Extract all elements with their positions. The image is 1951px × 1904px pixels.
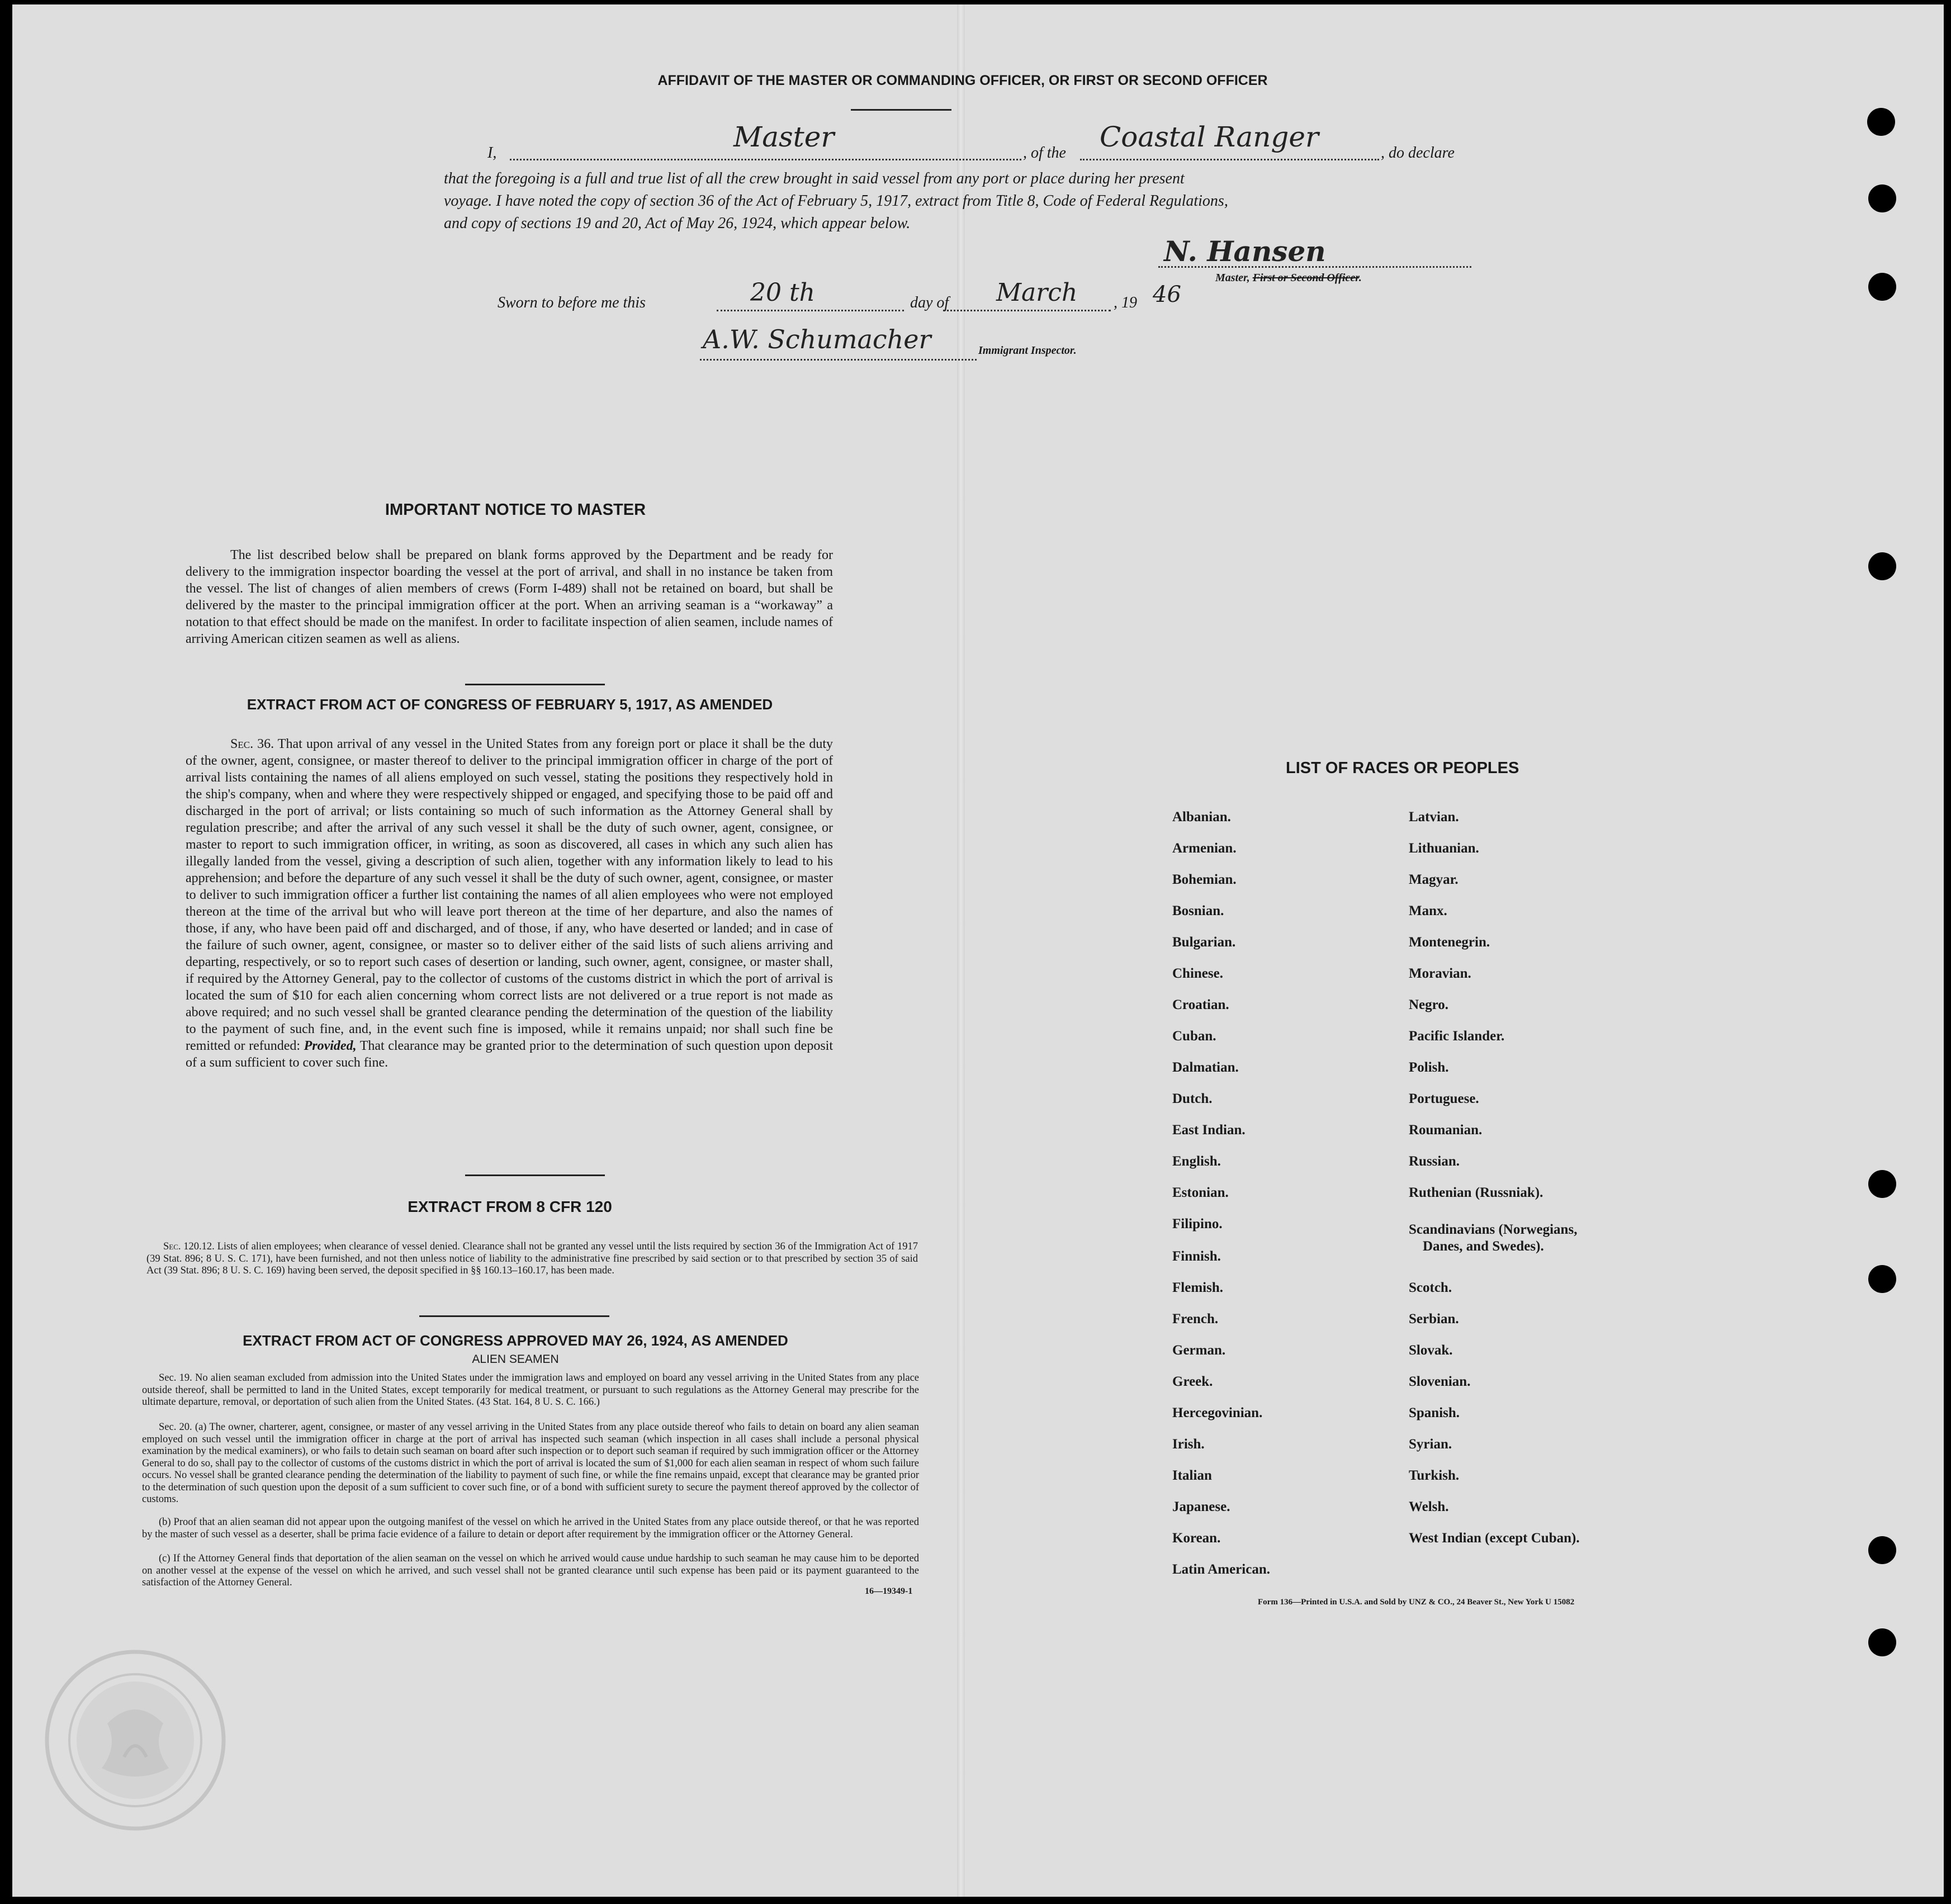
sec-20b-text: (b) Proof that an alien seaman did not appear upon the outgoing manifest of the vessel on which he arrived in the United States from any place outside thereof, or that he was reported by the master of such vessel as a deserter, shall be prima facie evidence of a failure to detain or deport after requirement by the immigration officer or the Attorney General.: [142, 1517, 919, 1540]
race-item: Manx.: [1409, 903, 1447, 918]
race-item: Russian.: [1409, 1154, 1460, 1169]
binder-hole: [1868, 1628, 1896, 1656]
race-item: Flemish.: [1172, 1280, 1223, 1295]
race-item: Korean.: [1172, 1531, 1221, 1546]
cfr-heading: EXTRACT FROM 8 CFR 120: [408, 1198, 612, 1215]
race-item: Polish.: [1409, 1060, 1449, 1075]
race-item: Portuguese.: [1409, 1091, 1479, 1106]
extract-1917-text: [186, 736, 833, 1071]
race-item: Italian: [1172, 1468, 1212, 1483]
race-item: Bosnian.: [1172, 903, 1224, 918]
day-of-label: day of: [910, 294, 949, 311]
sec-20a-text: Sec. 20. (a) The owner, charterer, agent, consignee, or master of any vessel arriving in the United States from any place outside thereof who fails to detain on board any alien seaman employed on such vessel until the immigration officer in charge at the port of arrival has inspected such seaman (which inspection in all cases shall include a personal physical examination by the medical examiners), or who fails to detain such seaman on board after such inspection or to deport such seaman if required by such immigration officer or the Attorney General to do so, shall pay to the collector of customs of the customs district in which the port of arrival is located the sum of $1,000 for each alien seaman in respect of whom such failure occurs. No vessel shall be granted clearance pending the determination of the liability to payment of such fine, or while the fine remains unpaid, except that clearance may be granted prior to the determination of such question upon the deposit of a sum sufficient to cover such fine, or of a bond with sufficient surety to secure the payment thereof approved by the collector of customs.: [142, 1422, 919, 1505]
master-signature: N. Hansen: [1164, 235, 1326, 268]
race-item: Moravian.: [1409, 966, 1471, 981]
document-page: [12, 4, 1944, 1897]
race-item: Croatian.: [1172, 997, 1229, 1012]
binder-hole: [1868, 1265, 1896, 1293]
sec-19-text: Sec. 19. No alien seaman excluded from admission into the United States under the immigration laws and employed on board any vessel arriving in the United States from any place outside thereof, shall be permitted to land in the United States, except temporarily for medical treatment, or pursuant to such regulations as the Attorney General may prescribe for the ultimate departure, removal, or deportation of such alien from the United States. (43 Stat. 164, 8 U. S. C. 166.): [142, 1372, 919, 1408]
race-item: Spanish.: [1409, 1405, 1460, 1420]
race-item: Armenian.: [1172, 841, 1237, 856]
affidavit-title: AFFIDAVIT OF THE MASTER OR COMMANDING OFFICER, OR FIRST OR SECOND OFFICER: [657, 73, 1268, 88]
sworn-label: Sworn to before me this: [498, 294, 646, 311]
sec-20c-text: (c) If the Attorney General finds that deportation of the alien seaman on the vessel on which he arrived would cause undue hardship to such seaman he may cause him to be deported on another vessel at the expense of the vessel on which he arrived, and such vessel shall not be granted clearance until such expense has been paid or its payment guaranteed to the satisfaction of the Attorney General.: [142, 1553, 919, 1588]
races-heading: LIST OF RACES OR PEOPLES: [1286, 759, 1519, 777]
race-item: Welsh.: [1409, 1499, 1449, 1514]
race-item: Filipino.: [1172, 1216, 1223, 1232]
affidavit-paragraph-line-1: that the foregoing is a full and true list of all the crew brought in said vessel from any port or place during her present: [444, 170, 1185, 187]
form-code: 16—19349-1: [865, 1586, 913, 1596]
race-item: Magyar.: [1409, 872, 1458, 887]
race-item: Serbian.: [1409, 1311, 1459, 1327]
race-item: Irish.: [1172, 1437, 1205, 1452]
provided-label: Provided,: [304, 1039, 357, 1053]
section-rule: [465, 684, 605, 685]
declarant-value: Master: [733, 121, 835, 153]
race-item: Danes, and Swedes).: [1423, 1239, 1544, 1254]
form-printer-line: Form 136—Printed in U.S.A. and Sold by UNZ & CO., 24 Beaver St., New York U 15082: [1258, 1598, 1575, 1607]
i-label: I,: [487, 144, 497, 162]
embossed-seal: [40, 1645, 230, 1835]
sec-36-body-end: That clearance may be granted prior to the determination of such question upon deposit of a sum sufficient to cover such fine.: [186, 1039, 833, 1070]
vessel-value: Coastal Ranger: [1100, 121, 1319, 153]
race-item: Dutch.: [1172, 1091, 1213, 1106]
race-item: Bohemian.: [1172, 872, 1237, 887]
race-item: Slovak.: [1409, 1343, 1453, 1358]
section-rule: [419, 1315, 609, 1317]
cfr-sec-body: Lists of alien employees; when clearance of vessel denied. Clearance shall not be granted any vessel until the lists required by section 36 of the Immigration Act of 1917 (39 Stat. 896; 8 U. S. C. 171), have been furnished, and not then unless notice of liability to the administrative fine prescribed by said section or to that prescribed by section 35 of said Act (39 Stat. 896; 8 U. S. C. 169) having been served, the deposit specified in §§ 160.13–160.17, has been made.: [146, 1241, 918, 1276]
notice-text: The list described below shall be prepared on blank forms approved by the Department and be ready for delivery to the immigration inspector boarding the vessel at the port of arrival, and shall in no instance be taken from the vessel. The list of changes of alien members of crews (Form I-489) shall not be retained on board, but shall be delivered by the master to the principal immigration officer at the port. When an arriving seaman is a “workaway” a notation to that effect should be made on the manifest. In order to facilitate inspection of alien seamen, include names of arriving American citizen seamen as well as aliens.: [186, 548, 833, 646]
cfr-text: [146, 1241, 918, 1277]
day-value: 20 th: [750, 278, 815, 307]
of-the-label: , of the: [1023, 144, 1066, 162]
inspector-caption: Immigrant Inspector.: [978, 344, 1077, 357]
race-item: Cuban.: [1172, 1029, 1216, 1044]
race-item: Finnish.: [1172, 1249, 1221, 1264]
race-item: Estonian.: [1172, 1185, 1229, 1200]
race-item: Slovenian.: [1409, 1374, 1471, 1389]
master-caption-text: Master,: [1215, 272, 1250, 284]
race-item: Bulgarian.: [1172, 935, 1236, 950]
race-item: Ruthenian (Russniak).: [1409, 1185, 1543, 1200]
master-caption: [1215, 272, 1362, 285]
binder-hole: [1868, 1536, 1896, 1564]
notice-heading: IMPORTANT NOTICE TO MASTER: [385, 501, 646, 519]
affidavit-paragraph-line-3: and copy of sections 19 and 20, Act of May 26, 1924, which appear below.: [444, 215, 911, 232]
binder-hole: [1868, 184, 1896, 212]
title-rule: [851, 109, 951, 111]
race-item: Syrian.: [1409, 1437, 1452, 1452]
race-item: Japanese.: [1172, 1499, 1230, 1514]
section-rule: [465, 1174, 605, 1176]
race-item: Pacific Islander.: [1409, 1029, 1505, 1044]
race-item: French.: [1172, 1311, 1219, 1327]
month-value: March: [996, 278, 1078, 307]
declare-label: , do declare: [1381, 144, 1455, 162]
race-item: East Indian.: [1172, 1122, 1246, 1138]
race-item: Negro.: [1409, 997, 1449, 1012]
race-item: Hercegovinian.: [1172, 1405, 1263, 1420]
race-item: Montenegrin.: [1409, 935, 1490, 950]
race-item: Lithuanian.: [1409, 841, 1479, 856]
inspector-signature: A.W. Schumacher: [703, 324, 931, 354]
binder-hole: [1868, 273, 1896, 301]
race-item: West Indian (except Cuban).: [1409, 1531, 1580, 1546]
race-item: Albanian.: [1172, 809, 1231, 825]
affidavit-paragraph-line-2: voyage. I have noted the copy of section 36 of the Act of February 5, 1917, extract from Title 8, Code of Federal Regulations,: [444, 192, 1228, 210]
cfr-sec-label: Sec. 120.12.: [163, 1241, 215, 1252]
race-item: Roumanian.: [1409, 1122, 1483, 1138]
alien-seamen-subheading: ALIEN SEAMEN: [472, 1353, 559, 1366]
race-item: German.: [1172, 1343, 1226, 1358]
binder-hole: [1868, 552, 1896, 580]
extract-1924-heading: EXTRACT FROM ACT OF CONGRESS APPROVED MAY 26, 1924, AS AMENDED: [243, 1332, 788, 1349]
race-item: Greek.: [1172, 1374, 1213, 1389]
race-item: Latvian.: [1409, 809, 1459, 825]
binder-hole: [1867, 108, 1895, 136]
race-item: Turkish.: [1409, 1468, 1460, 1483]
sec-36-label: Sec. 36.: [230, 737, 274, 751]
sec-36-body: That upon arrival of any vessel in the United States from any foreign port or place it shall be the duty of the owner, agent, consignee, or master thereof to deliver to the principal immigration officer in charge of the port of arrival lists containing the names of all aliens employed on such vessel, stating the positions they respectively hold in the ship's company, when and where they were respectively shipped or engaged, and specifying those to be paid off and discharged in the port of arrival; or lists containing so much of such information as the Attorney General shall by regulation prescribe; and after the arrival of any such vessel it shall be the duty of such owner, agent, consignee, or master to report to such immigration officer, in writing, as soon as discovered, all cases in which any such alien has illegally landed from the vessel, giving a description of such alien, together with any information likely to lead to his apprehension; and before the departure of any such vessel it shall be the duty of such owner, agent, consignee, or master to deliver to such immigration officer a further list containing the names of all alien employees who were not employed thereon at the time of the arrival but who will leave port thereon at the time of her departure, and also the names of those, if any, who have been paid off and discharged, and of those, if any, who have deserted or landed; and in case of the failure of such owner, agent, consignee, or master so to deliver either of the said lists of such aliens arriving and departing, respectively, or so to report such cases of desertion or landing, such owner, agent, consignee, or master shall, if required by the Attorney General, pay to the collector of customs of the customs district in which the port of arrival is located the sum of $10 for each alien concerning whom correct lists are not delivered or a true report is not made as above required; and no such vessel shall be granted clearance pending the determination of the question of the liability to the payment of such fine, and, in the event such fine is imposed, while it remains unpaid; nor shall such fine be remitted or refunded:: [186, 737, 833, 1053]
race-item: Scotch.: [1409, 1280, 1452, 1295]
race-item: Latin American.: [1172, 1562, 1270, 1577]
year-prefix: , 19: [1114, 294, 1137, 311]
caption-end: .: [1358, 272, 1362, 284]
year-value: 46: [1153, 282, 1181, 307]
race-item: Chinese.: [1172, 966, 1223, 981]
struck-caption: First or Second Officer: [1252, 272, 1359, 284]
race-item: English.: [1172, 1154, 1221, 1169]
race-item: Dalmatian.: [1172, 1060, 1239, 1075]
binder-hole: [1868, 1170, 1896, 1198]
race-item: Scandinavians (Norwegians,: [1409, 1222, 1578, 1237]
extract-1917-heading: EXTRACT FROM ACT OF CONGRESS OF FEBRUARY 5, 1917, AS AMENDED: [247, 696, 773, 713]
